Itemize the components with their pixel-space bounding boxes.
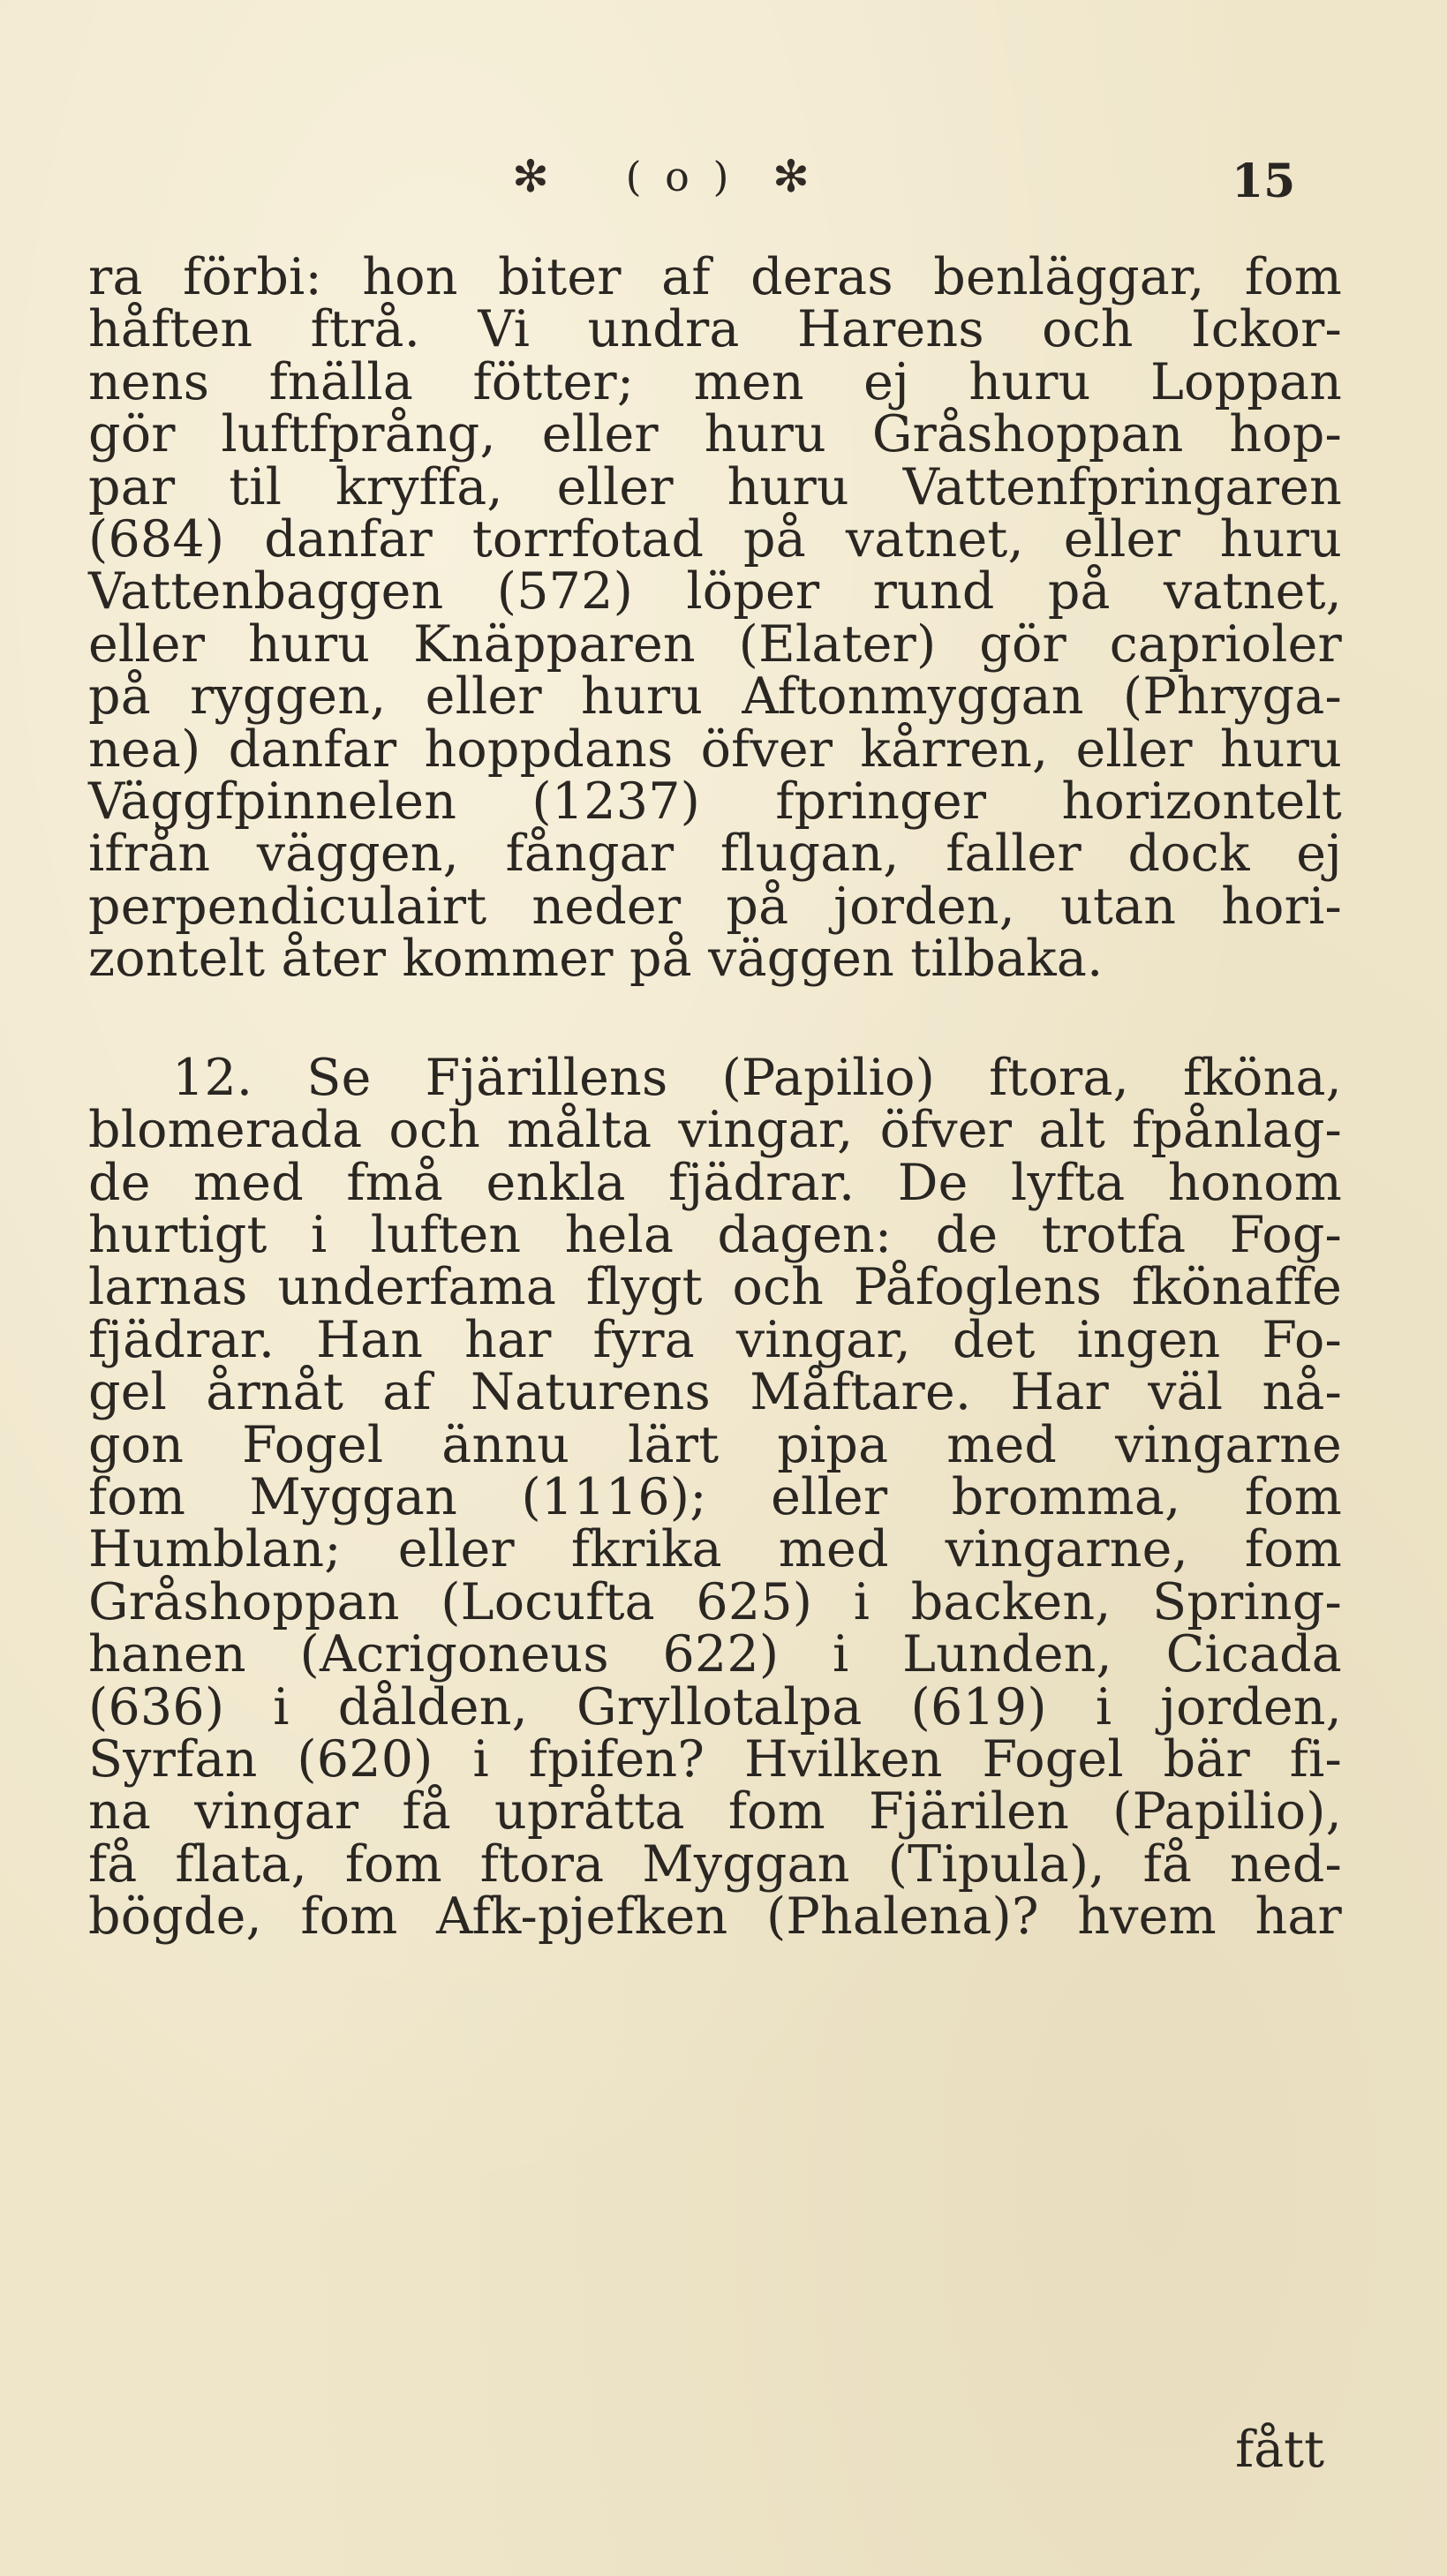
catchword: fått xyxy=(1235,2421,1324,2479)
running-header xyxy=(0,150,1447,221)
text-line: 12. Se Fjärillens (Papilio) ftora, fköna, xyxy=(172,1048,1342,1107)
right-ornament: ✻ xyxy=(772,151,810,202)
text-line: nea) danfar hoppdans öfver kårren, eller huru xyxy=(88,719,1342,779)
text-line: nens fnälla fötter; men ej huru Loppan xyxy=(88,352,1342,411)
text-line: ifrån väggen, fångar flugan, faller dock ej xyxy=(88,825,1342,884)
text-line: Humblan; eller fkrika med vingarne, fom xyxy=(88,1520,1342,1579)
text-line: bögde, fom Afk-pjefken (Phalena)? hvem har xyxy=(88,1887,1342,1947)
paragraph-2 xyxy=(88,1048,1342,1947)
text-line: på ryggen, eller huru Aftonmyggan (Phryga- xyxy=(88,667,1342,727)
text-line: hanen (Acrigoneus 622) i Lunden, Cicada xyxy=(88,1625,1342,1684)
text-line: larnas underfama flygt och Påfoglens fkönaffe xyxy=(88,1258,1342,1317)
text-line: zontelt åter kommer på väggen tilbaka. xyxy=(88,930,1104,989)
text-line: hurtigt i luften hela dagen: de trotfa Fog- xyxy=(88,1205,1342,1264)
page-number: 15 xyxy=(1232,154,1296,208)
left-ornament: ✻ xyxy=(512,151,549,202)
text-line: gon Fogel ännu lärt pipa med vingarne xyxy=(88,1415,1342,1474)
text-line: fom Myggan (1116); eller bromma, fom xyxy=(88,1467,1342,1526)
text-line: Gråshoppan (Locufta 625) i backen, Spring- xyxy=(88,1572,1342,1631)
text-line: Väggfpinnelen (1237) fpringer horizontelt xyxy=(88,772,1342,832)
text-line: eller huru Knäpparen (Elater) gör caprioler xyxy=(88,614,1342,674)
header-center-mark: ( o ) xyxy=(625,153,735,200)
text-line: de med fmå enkla fjädrar. De lyfta honom xyxy=(88,1153,1342,1212)
text-line: få flata, fom ftora Myggan (Tipula), få ned- xyxy=(88,1834,1342,1894)
text-line: gel årnåt af Naturens Måftare. Har väl nå- xyxy=(88,1363,1342,1422)
paragraph-gap xyxy=(88,986,1342,1052)
text-line: na vingar få upråtta fom Fjärilen (Papilio), xyxy=(88,1782,1342,1842)
text-line: håften ftrå. Vi undra Harens och Ickor- xyxy=(88,300,1342,359)
body-text xyxy=(88,248,1342,1947)
text-line: (636) i dålden, Gryllotalpa (619) i jorden, xyxy=(88,1677,1342,1736)
text-line: ra förbi: hon biter af deras benläggar, fom xyxy=(88,248,1342,306)
text-line: par til kryffa, eller huru Vattenfpringaren xyxy=(88,457,1342,516)
text-line: blomerada och målta vingar, öfver alt fpånlag- xyxy=(88,1101,1342,1160)
text-line: gör luftfprång, eller huru Gråshoppan hop- xyxy=(88,405,1342,464)
paragraph-1 xyxy=(88,248,1342,989)
text-line: Syrfan (620) i fpifen? Hvilken Fogel bär fi- xyxy=(88,1729,1342,1789)
text-line: Vattenbaggen (572) löper rund på vatnet, xyxy=(88,562,1342,621)
text-line: fjädrar. Han har fyra vingar, det ingen Fo- xyxy=(88,1310,1342,1369)
text-line: perpendiculairt neder på jorden, utan hori- xyxy=(88,877,1342,936)
text-line: (684) danfar torrfotad på vatnet, eller huru xyxy=(88,510,1342,569)
